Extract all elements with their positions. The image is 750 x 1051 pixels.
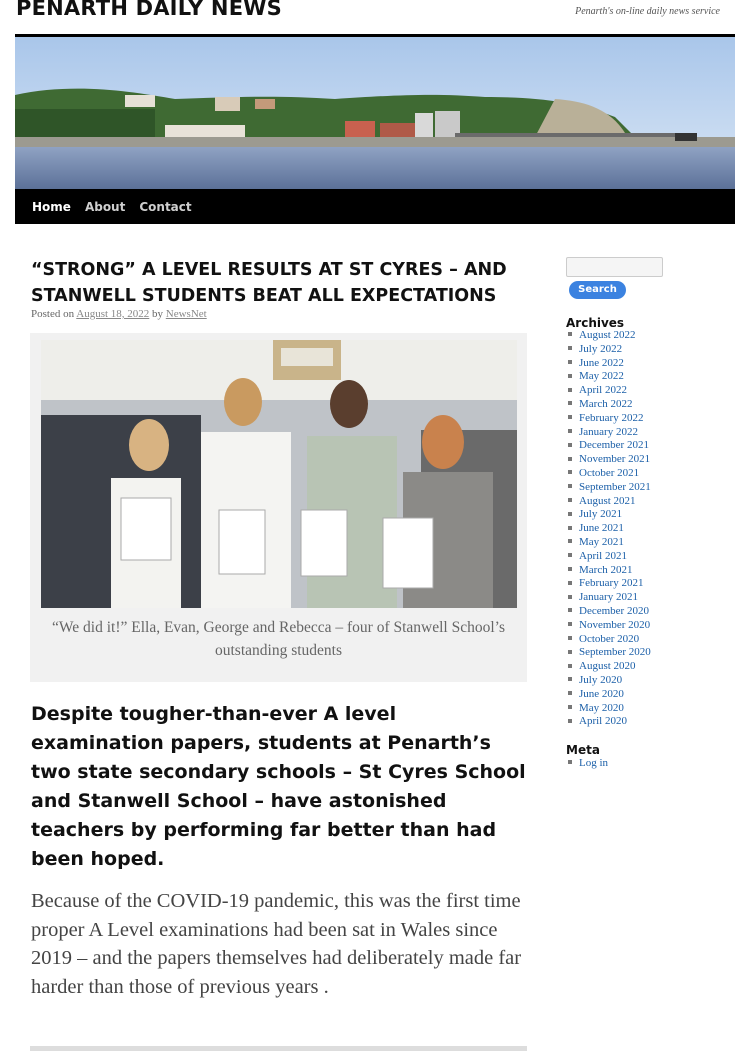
archive-link[interactable]: April 2020 [568, 715, 651, 729]
posted-on-label: Posted on [31, 308, 75, 320]
content-divider [30, 1046, 527, 1051]
archive-link[interactable]: July 2020 [568, 674, 651, 688]
article-title[interactable]: “STRONG” A LEVEL RESULTS AT ST CYRES – AND STANWELL STUDENTS BEAT ALL EXPECTATIONS [31, 260, 507, 306]
archive-link[interactable]: November 2021 [568, 453, 651, 467]
archive-link[interactable]: August 2020 [568, 660, 651, 674]
archive-link[interactable]: December 2020 [568, 605, 651, 619]
nav-home[interactable]: Home [32, 199, 71, 214]
site-description: Penarth's on-line daily news service [575, 6, 720, 17]
archive-link[interactable]: May 2020 [568, 702, 651, 716]
archive-link[interactable]: April 2022 [568, 384, 651, 398]
archive-link[interactable]: March 2022 [568, 398, 651, 412]
meta-title: Meta [566, 743, 600, 757]
archive-link[interactable]: February 2021 [568, 577, 651, 591]
search-button[interactable]: Search [569, 281, 626, 299]
entry-meta [31, 308, 207, 320]
site-title[interactable]: PENARTH DAILY NEWS [16, 0, 282, 20]
archive-link[interactable]: October 2020 [568, 633, 651, 647]
archive-link[interactable]: June 2022 [568, 357, 651, 371]
archive-link[interactable]: February 2022 [568, 412, 651, 426]
archives-list [568, 329, 651, 729]
archive-link[interactable]: June 2021 [568, 522, 651, 536]
photo-caption: “We did it!” Ella, Evan, George and Rebecca – four of Stanwell School’s outstanding students [52, 619, 505, 659]
archive-link[interactable]: June 2020 [568, 688, 651, 702]
nav-contact[interactable]: Contact [139, 199, 192, 214]
archive-link[interactable]: September 2021 [568, 481, 651, 495]
archive-link[interactable]: August 2022 [568, 329, 651, 343]
archive-link[interactable]: August 2021 [568, 495, 651, 509]
article-lead: Despite tougher-than-ever A level examination papers, students at Penarth’s two state secondary schools – St Cyres School and Stanwell School – have astonished teachers by performing far better than had been hoped. [31, 703, 526, 870]
author-link[interactable]: NewsNet [165, 308, 207, 320]
article-figure [30, 333, 527, 682]
archive-link[interactable]: January 2021 [568, 591, 651, 605]
meta-list [568, 756, 608, 770]
nav-about[interactable]: About [84, 199, 126, 214]
archive-link[interactable]: October 2021 [568, 467, 651, 481]
meta-link[interactable]: Log in [568, 756, 608, 770]
archive-link[interactable]: September 2020 [568, 646, 651, 660]
by-label: by [152, 308, 164, 320]
archive-link[interactable]: July 2022 [568, 343, 651, 357]
archive-link[interactable]: July 2021 [568, 508, 651, 522]
header-banner-image [15, 37, 735, 189]
students-photo-illustration [41, 340, 517, 608]
archive-link[interactable]: March 2021 [568, 564, 651, 578]
seafront-panorama [15, 37, 735, 189]
archive-link[interactable]: May 2022 [568, 370, 651, 384]
students-photo [41, 340, 517, 608]
search-input[interactable] [566, 257, 663, 277]
archive-link[interactable]: May 2021 [568, 536, 651, 550]
main-nav [15, 189, 735, 224]
archive-link[interactable]: November 2020 [568, 619, 651, 633]
archive-link[interactable]: January 2022 [568, 426, 651, 440]
archive-link[interactable]: December 2021 [568, 439, 651, 453]
archive-link[interactable]: April 2021 [568, 550, 651, 564]
post-date-link[interactable]: August 18, 2022 [76, 308, 150, 320]
article-body: Because of the COVID-19 pandemic, this was the first time proper A Level examinations had been sat in Wales since 2019 – and the papers themselves had deliberately made far harder than those of previous years . [31, 890, 522, 999]
archives-title: Archives [566, 316, 625, 330]
